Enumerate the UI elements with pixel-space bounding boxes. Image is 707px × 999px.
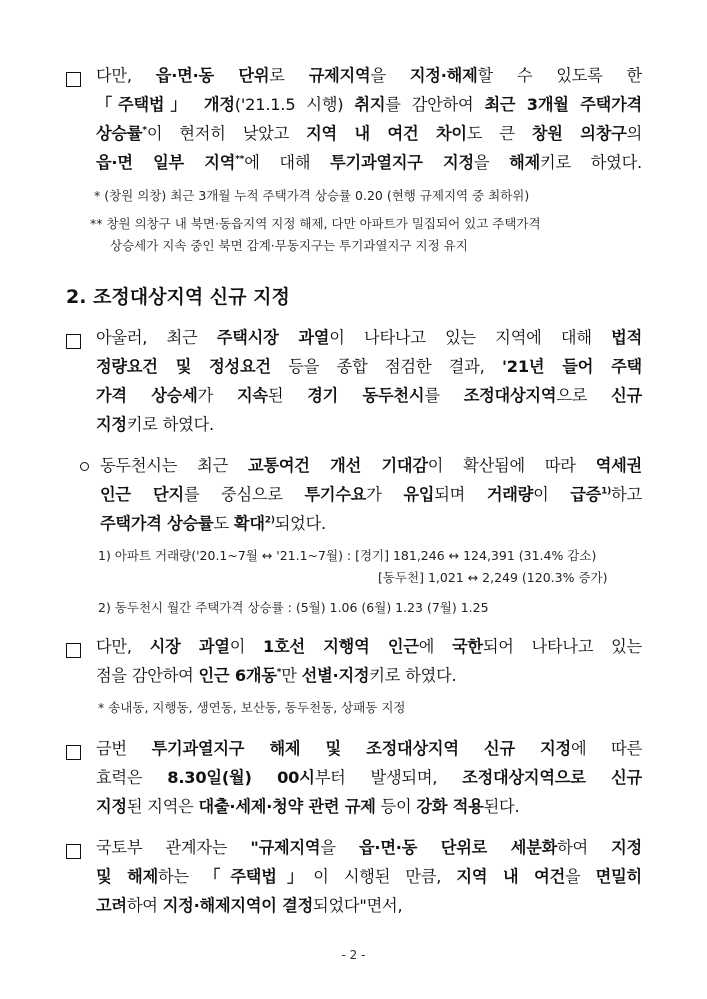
footnote: * (창원 의창) 최근 3개월 누적 주택가격 상승률 0.20 (현행 규제지역 중 최하위) (94, 188, 530, 203)
text-run-bold: 급증 (570, 485, 602, 504)
text-run-bold: 법적 (611, 328, 643, 347)
text-run: 도 큰 (466, 124, 532, 143)
text-run: 키로 하였다. (369, 666, 457, 685)
text-run-bold: 유입 (403, 485, 435, 504)
text-run-bold: 규제지역 (308, 66, 371, 85)
text-line (96, 328, 642, 348)
text-run-bold: 확대 (233, 514, 265, 533)
text-run: 아울러, 최근 (96, 328, 217, 347)
text-run: 만 (281, 666, 302, 685)
text-run: 에 대해 (244, 153, 331, 172)
section-heading: 2. 조정대상지역 신규 지정 (66, 286, 290, 308)
text-run: 되었다" (313, 896, 367, 915)
footnote-marker: * (276, 667, 282, 678)
footnote-marker: 2) (264, 515, 275, 526)
text-line (96, 896, 402, 916)
text-run-bold: 읍·면·동 단위로 세분화 (358, 838, 558, 857)
text-run: ('21.1.5 시행) (234, 95, 355, 114)
text-run: 가 (366, 485, 404, 504)
text-run: 부터 발생되며, (314, 768, 463, 787)
text-run-bold: 교통여건 개선 기대감 (247, 456, 428, 475)
circle-bullet-icon (80, 462, 89, 471)
text-line (96, 386, 642, 406)
text-run: 를 중심으로 (183, 485, 305, 504)
page-number: - 2 - (341, 948, 366, 962)
text-run-bold: 지역 내 여건 (456, 867, 566, 886)
text-line (96, 415, 214, 435)
text-run: 된 지역은 (126, 797, 199, 816)
text-run: 이 현저히 낮았고 (146, 124, 307, 143)
text-run: 국토부 관계자는 (96, 838, 251, 857)
text-run: 이 (533, 485, 571, 504)
text-run: 이 확산됨에 따라 (427, 456, 596, 475)
text-run-bold: 주택시장 과열 (216, 328, 330, 347)
footnote: ** 창원 의창구 내 북면·동읍지역 지정 해제, 다만 아파트가 밀집되어 있고 주택가격 (90, 216, 541, 231)
checkbox-bullet-icon (66, 334, 81, 349)
text-run-bold: 창원 의창구 (531, 124, 627, 143)
text-run: 을 (473, 153, 510, 172)
text-line (96, 797, 519, 817)
text-line (96, 66, 642, 86)
text-run: 를 (424, 386, 464, 405)
checkbox-bullet-icon (66, 844, 81, 859)
text-line (96, 357, 642, 377)
text-run: 로 (269, 66, 309, 85)
text-run-bold: 면밀히 (595, 867, 642, 886)
text-run: 을 (320, 838, 359, 857)
text-run-bold: 「주택법」 개정 (96, 95, 235, 114)
text-run-bold: 최근 3개월 주택가격 (484, 95, 642, 114)
text-run: 하여 (557, 838, 612, 857)
text-run: 이 (229, 637, 263, 656)
text-run-bold: 8.30일(월) 00시 (167, 768, 315, 787)
text-run: 하는 (158, 867, 205, 886)
text-run-bold: 대출·세제·청약 관련 규제 (198, 797, 376, 816)
text-run: 면서, (366, 896, 403, 915)
text-run: 에 따른 (570, 739, 643, 758)
text-line (96, 838, 642, 858)
footnote: 1) 아파트 거래량('20.1~7월 ↔ '21.1~7월) : [경기] 181,246 ↔ 124,391 (31.4% 감소) (98, 548, 597, 563)
footnote: 상승세가 지속 중인 북면 감계·무동지구는 투기과열지구 지정 유지 (110, 238, 468, 253)
text-run: 를 감안하여 (385, 95, 485, 114)
text-run-bold: 취지 (354, 95, 386, 114)
text-run: 금번 (96, 739, 152, 758)
footnote: [동두천] 1,021 ↔ 2,249 (120.3% 증가) (378, 570, 608, 585)
text-run: 키로 하였다. (126, 415, 214, 434)
text-line (96, 666, 456, 686)
text-line (96, 739, 642, 759)
text-run-bold: 선별·지정 (301, 666, 370, 685)
checkbox-bullet-icon (66, 745, 81, 760)
text-run-bold: 「주택법」 (204, 867, 314, 886)
text-run-bold: 투기과열지구 지정 (330, 153, 474, 172)
text-run-bold: 강화 적용 (416, 797, 484, 816)
text-run-bold: 지정·해제지역이 결정 (162, 896, 314, 915)
text-run: 하여 (126, 896, 163, 915)
text-run-bold: 조정대상지역으로 신규 (462, 768, 642, 787)
text-run-bold: 1호선 지행역 인근 (262, 637, 419, 656)
text-run: 에 (418, 637, 452, 656)
text-run-bold: 가격 상승세 (96, 386, 198, 405)
text-run: 이 나타나고 있는 지역에 대해 (329, 328, 612, 347)
text-run: 다만, (96, 637, 150, 656)
text-run: 키로 하였다. (540, 153, 642, 172)
text-line (96, 768, 642, 788)
text-run-bold: 상승률 (96, 124, 143, 143)
text-run-bold: 고려 (96, 896, 127, 915)
text-run-bold: 투기수요 (304, 485, 367, 504)
text-run-bold: 역세권 (595, 456, 642, 475)
text-run-bold: 인근 6개동 (198, 666, 277, 685)
text-run-bold: 경기 동두천시 (307, 386, 425, 405)
text-run: 등을 종합 점검한 결과, (270, 357, 503, 376)
text-run-bold: 지정 (96, 415, 127, 434)
text-run: 되며 (434, 485, 487, 504)
text-run: 할 수 있도록 한 (477, 66, 642, 85)
text-run: 가 (197, 386, 237, 405)
text-run: 의 (626, 124, 643, 143)
checkbox-bullet-icon (66, 72, 81, 87)
text-run: 으로 (556, 386, 612, 405)
footnote-marker: ** (235, 154, 245, 165)
text-run-bold: 및 해제 (96, 867, 159, 886)
text-run: 을 (565, 867, 596, 886)
text-run-bold: 시장 과열 (149, 637, 230, 656)
text-run-bold: 지정 (611, 838, 642, 857)
text-run-bold: "규제지역 (250, 838, 321, 857)
text-run: 을 (370, 66, 410, 85)
text-run-bold: 투기과열지구 해제 및 조정대상지역 신규 지정 (151, 739, 571, 758)
text-run-bold: 지정 (96, 797, 127, 816)
text-run-bold: 인근 단지 (100, 485, 184, 504)
text-run-bold: 지정·해제 (409, 66, 478, 85)
text-line (96, 637, 642, 657)
text-run: 점을 감안하여 (96, 666, 199, 685)
text-run-bold: 정량요건 및 정성요건 (96, 357, 271, 376)
text-run: 다만, (96, 66, 156, 85)
text-run-bold: '21년 들어 주택 (502, 357, 642, 376)
text-line (96, 867, 642, 887)
footnote: * 송내동, 지행동, 생연동, 보산동, 동두천동, 상패동 지정 (98, 700, 406, 715)
text-run-bold: 읍·면·동 단위 (155, 66, 270, 85)
text-run-bold: 거래량 (486, 485, 534, 504)
text-run-bold: 신규 (611, 386, 642, 405)
footnote-marker: 1) (601, 486, 612, 497)
text-run: 등이 (375, 797, 417, 816)
text-run: 동두천시는 최근 (100, 456, 248, 475)
text-run: 되었다. (274, 514, 327, 533)
checkbox-bullet-icon (66, 643, 81, 658)
text-run: 이 시행된 만큼, (313, 867, 457, 886)
footnote: 2) 동두천시 월간 주택가격 상승률 : (5월) 1.06 (6월) 1.23 (7월) 1.25 (98, 600, 489, 615)
text-run: 된 (267, 386, 308, 405)
text-run: 되어 나타나고 있는 (482, 637, 642, 656)
text-run-bold: 지역 내 여건 차이 (306, 124, 467, 143)
text-run: 된다. (483, 797, 520, 816)
text-run-bold: 해제 (509, 153, 541, 172)
text-line (96, 95, 642, 115)
text-run-bold: 읍·면 일부 지역 (96, 153, 236, 172)
text-run-bold: 지속 (237, 386, 268, 405)
text-line (96, 153, 642, 173)
text-line (96, 124, 642, 144)
text-run: 효력은 (96, 768, 168, 787)
text-run: 도 (213, 514, 234, 533)
footnote-marker: * (142, 125, 147, 136)
text-run-bold: 국한 (451, 637, 483, 656)
text-line (100, 514, 642, 534)
text-run-bold: 조정대상지역 (463, 386, 557, 405)
text-run-bold: 주택가격 상승률 (100, 514, 214, 533)
text-run: 하고 (611, 485, 642, 504)
text-line (100, 485, 642, 505)
text-line (100, 456, 642, 476)
